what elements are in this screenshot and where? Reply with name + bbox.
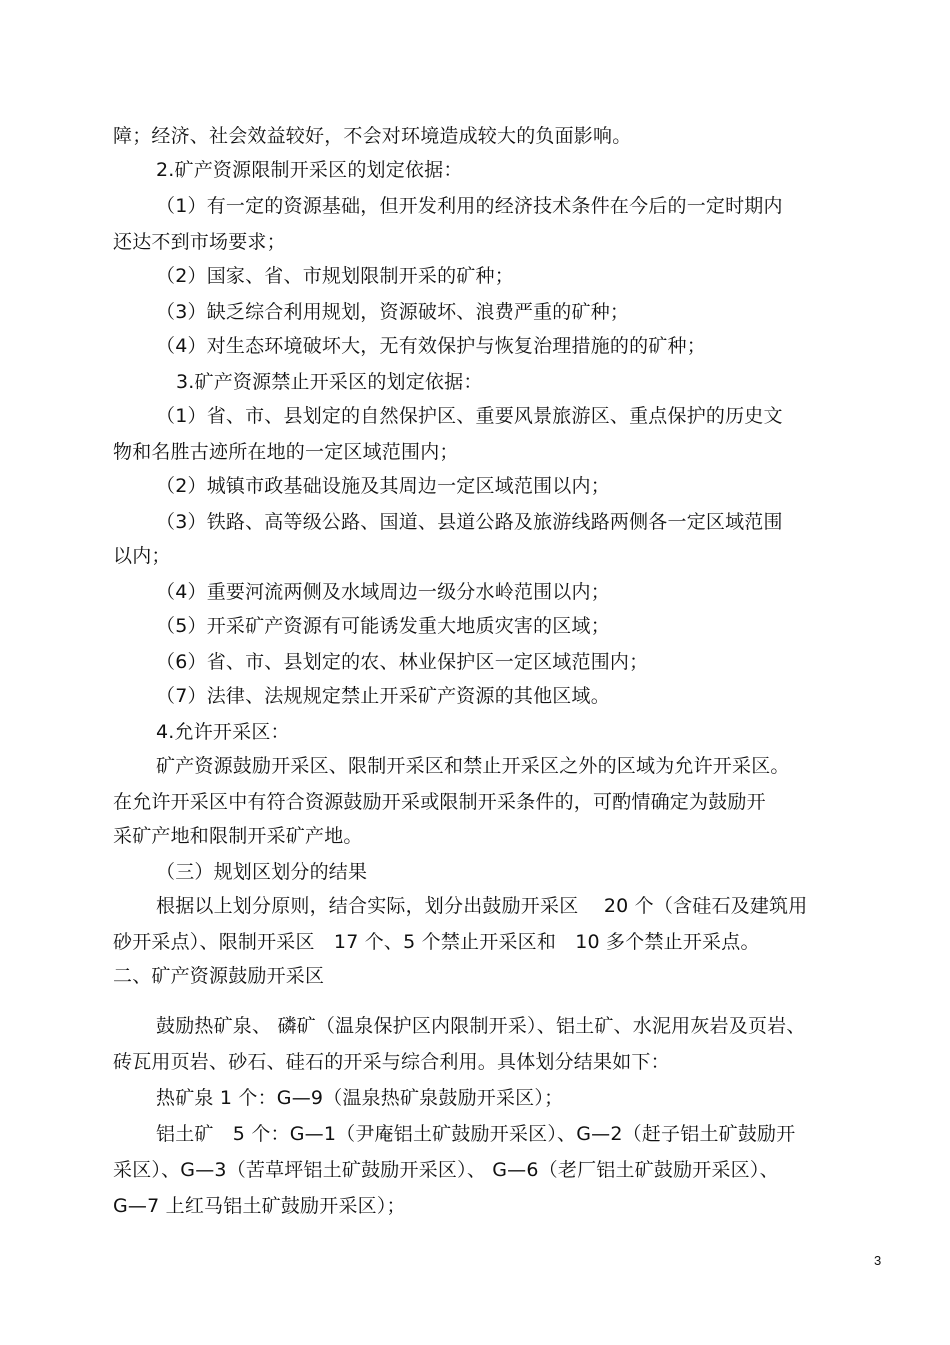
text-line: （1）有一定的资源基础，但开发利用的经济技术条件在今后的一定时期内 [156, 195, 783, 217]
text-line: 3.矿产资源禁止开采区的划定依据： [176, 371, 483, 393]
text-line: 在允许开采区中有符合资源鼓励开采或限制开采条件的，可酌情确定为鼓励开 [113, 791, 766, 813]
text-line: 砂开采点）、限制开采区 17 个、5 个禁止开采区和 10 多个禁止开采点。 [113, 931, 760, 953]
text-line: 根据以上划分原则，结合实际，划分出鼓励开采区 20 个（含硅石及建筑用 [156, 895, 808, 917]
page-number: 3 [874, 1253, 882, 1268]
text-line: 障；经济、社会效益较好，不会对环境造成较大的负面影响。 [113, 125, 632, 147]
text-line: （三）规划区划分的结果 [156, 861, 368, 883]
text-line: 铝土矿 5 个：G—1（尹庵铝土矿鼓励开采区）、G—2（赶子铝土矿鼓励开 [156, 1123, 796, 1145]
text-line: 砖瓦用页岩、砂石、硅石的开采与综合利用。具体划分结果如下： [113, 1051, 670, 1073]
text-line: 二、矿产资源鼓励开采区 [113, 965, 325, 987]
text-line: 还达不到市场要求； [113, 231, 286, 253]
text-line: G—7 上红马铝土矿鼓励开采区）； [113, 1195, 406, 1217]
text-line: （2）城镇市政基础设施及其周边一定区域范围以内； [156, 475, 610, 497]
text-line: （6）省、市、县划定的农、林业保护区一定区域范围内； [156, 651, 649, 673]
text-line: （4）重要河流两侧及水域周边一级分水岭范围以内； [156, 581, 610, 603]
text-line: （3）铁路、高等级公路、国道、县道公路及旅游线路两侧各一定区域范围 [156, 511, 783, 533]
text-line: （4）对生态环境破坏大，无有效保护与恢复治理措施的的矿种； [156, 335, 706, 357]
text-line: 4.允许开采区： [156, 721, 290, 743]
text-line: 热矿泉 1 个：G—9（温泉热矿泉鼓励开采区）； [156, 1087, 564, 1109]
text-line: 采区）、G—3（苦草坪铝土矿鼓励开采区）、 G—6（老厂铝土矿鼓励开采区）、 [113, 1159, 779, 1181]
text-line: （1）省、市、县划定的自然保护区、重要风景旅游区、重点保护的历史文 [156, 405, 783, 427]
text-line: 以内； [113, 545, 171, 567]
text-line: 物和名胜古迹所在地的一定区域范围内； [113, 441, 459, 463]
text-line: 采矿产地和限制开采矿产地。 [113, 825, 363, 847]
text-line: 矿产资源鼓励开采区、限制开采区和禁止开采区之外的区域为允许开采区。 [156, 755, 790, 777]
text-line: 鼓励热矿泉、 磷矿（温泉保护区内限制开采）、铝土矿、水泥用灰岩及页岩、 [156, 1015, 806, 1037]
text-line: （3）缺乏综合利用规划，资源破坏、浪费严重的矿种； [156, 301, 630, 323]
text-line: （7）法律、法规规定禁止开采矿产资源的其他区域。 [156, 685, 610, 707]
text-line: （5）开采矿产资源有可能诱发重大地质灾害的区域； [156, 615, 610, 637]
text-line: （2）国家、省、市规划限制开采的矿种； [156, 265, 514, 287]
text-line: 2.矿产资源限制开采区的划定依据： [156, 159, 463, 181]
